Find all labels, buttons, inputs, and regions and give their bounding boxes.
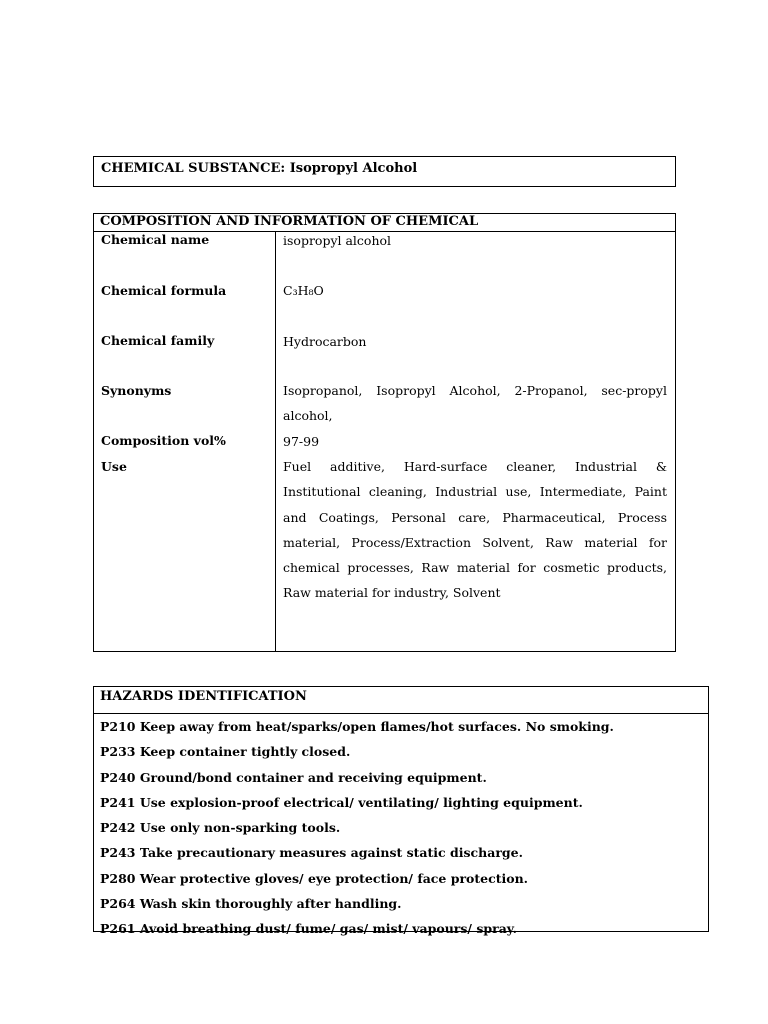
label-chemical-name: Chemical name (101, 232, 210, 247)
substance-title: CHEMICAL SUBSTANCE: Isopropyl Alcohol (101, 161, 418, 176)
hazard-statement: P210 Keep away from heat/sparks/open flames/hot surfaces. No smoking. (100, 719, 614, 734)
hazards-table (93, 686, 709, 937)
hazard-statement: P243 Take precautionary measures against static discharge. (100, 845, 523, 861)
value-composition-vol: 97-99 (283, 434, 320, 449)
label-use: Use (101, 459, 127, 474)
label-composition-vol: Composition vol% (101, 433, 226, 448)
hazards-header (94, 687, 708, 714)
value-synonyms: Isopropanol, Isopropyl Alcohol, 2-Propanol, sec-propyl alcohol, (283, 383, 667, 424)
value-chemical-family: Hydrocarbon (283, 334, 367, 349)
hazard-statement: P240 Ground/bond container and receiving equipment. (100, 769, 487, 785)
value-use: Fuel additive, Hard-surface cleaner, Industrial & Institutional cleaning, Industrial use, Intermediate, Paint and Coatings, Personal care, Pharmaceutical, Process material, Process/Extraction Solvent, Raw material for chemical processes, Raw material for cosmetic products, Raw material for industry, Solvent (283, 459, 667, 601)
column-divider (275, 232, 276, 652)
hazards-header-text: HAZARDS IDENTIFICATION (100, 689, 307, 704)
composition-header-text: COMPOSITION AND INFORMATION OF CHEMICAL (100, 214, 479, 229)
label-chemical-family: Chemical family (101, 333, 215, 348)
hazard-statement: P280 Wear protective gloves/ eye protection/ face protection. (100, 870, 529, 886)
composition-table (93, 213, 676, 652)
hazard-statement: P264 Wash skin thoroughly after handling. (100, 896, 402, 912)
label-chemical-formula: Chemical formula (101, 283, 227, 298)
value-chemical-formula: C₃H₈O (283, 283, 324, 298)
substance-box (93, 156, 676, 187)
label-synonyms: Synonyms (101, 383, 172, 398)
hazard-statement: P233 Keep container tightly closed. (100, 744, 351, 760)
hazard-statement: P242 Use only non-sparking tools. (100, 820, 341, 836)
hazard-statement: P261 Avoid breathing dust/ fume/ gas/ mist/ vapours/ spray. (100, 921, 517, 937)
value-chemical-name: isopropyl alcohol (283, 233, 392, 248)
hazards-list (100, 714, 614, 942)
hazard-statement: P241 Use explosion-proof electrical/ ventilating/ lighting equipment. (100, 794, 583, 810)
